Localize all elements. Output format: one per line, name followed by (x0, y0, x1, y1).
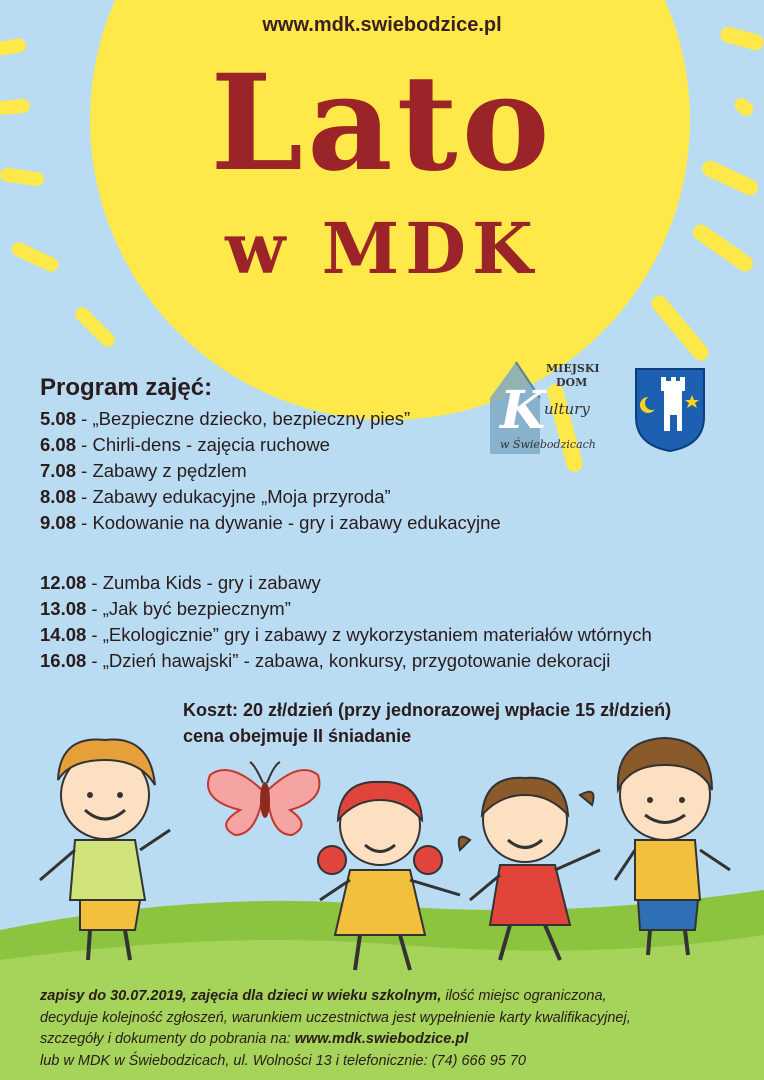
program-activity: - „Dzień hawajski” - zabawa, konkursy, przygotowanie dekoracji (86, 650, 611, 671)
program-date: 8.08 (40, 486, 77, 507)
program-activity: - Zabawy edukacyjne „Moja przyroda” (76, 486, 391, 507)
footer-line-2: decyduje kolejność zgłoszeń, warunkiem uczestnictwa jest wypełnienie karty kwalifikacyjnej, (40, 1009, 631, 1026)
boy-right-figure (615, 738, 730, 955)
footer-capacity-note: ilość miejsc ograniczona, (441, 988, 607, 1004)
logo-text-miejski: MIEJSKI (546, 362, 600, 375)
program-activity: - „Ekologicznie” gry i zabawy z wykorzystaniem materiałów wtórnych (86, 624, 652, 645)
girl-red-hair-figure (318, 782, 460, 970)
footer-docs-url[interactable]: www.mdk.swiebodzice.pl (294, 1031, 469, 1047)
program-heading: Program zajęć: (40, 374, 213, 401)
program-date: 14.08 (40, 624, 87, 645)
program-activity: - Kodowanie na dywanie - gry i zabawy edukacyjne (76, 512, 501, 533)
program-date: 5.08 (40, 408, 77, 429)
footer-info (40, 986, 740, 1072)
program-date: 16.08 (40, 650, 87, 671)
website-url[interactable]: www.mdk.swiebodzice.pl (262, 14, 502, 36)
footer-line-3 (40, 1029, 740, 1051)
program-activity: - Zabawy z pędzlem (76, 460, 247, 481)
program-date: 13.08 (40, 598, 87, 619)
program-date: 12.08 (40, 572, 87, 593)
boy-left-figure (40, 740, 170, 961)
logo-initial-k: K (500, 380, 546, 441)
program-date: 9.08 (40, 512, 77, 533)
footer-docs-label: szczegóły i dokumenty do pobrania na: (40, 1031, 295, 1047)
program-date: 6.08 (40, 434, 77, 455)
program-activity: - Zumba Kids - gry i zabawy (86, 572, 321, 593)
cost-line: Koszt: 20 zł/dzień (przy jednorazowej wpłacie 15 zł/dzień) (183, 700, 672, 720)
program-activity: - Chirli-dens - zajęcia ruchowe (76, 434, 330, 455)
butterfly-icon (208, 762, 319, 835)
title-w-mdk: w MDK (225, 207, 539, 290)
program-activity: - „Jak być bezpiecznym” (86, 598, 291, 619)
footer-line-1 (40, 986, 740, 1008)
logo-text-kultury: ultury (544, 400, 590, 418)
logo-text-city: w Świebodzicach (500, 438, 596, 451)
cost-note: cena obejmuje II śniadanie (183, 726, 412, 746)
program-activity: - „Bezpieczne dziecko, bezpieczny pies” (76, 408, 411, 429)
program-date: 7.08 (40, 460, 77, 481)
title-lato: Lato (210, 46, 554, 201)
footer-registration-deadline: zapisy do 30.07.2019, zajęcia dla dzieci w wieku szkolnym, (40, 988, 442, 1004)
logo-text-dom: DOM (556, 376, 588, 389)
footer-line-4: lub w MDK w Świebodzicach, ul. Wolności 13 i telefonicznie: (74) 666 95 70 (40, 1052, 526, 1069)
girl-brown-hair-figure (459, 778, 600, 960)
